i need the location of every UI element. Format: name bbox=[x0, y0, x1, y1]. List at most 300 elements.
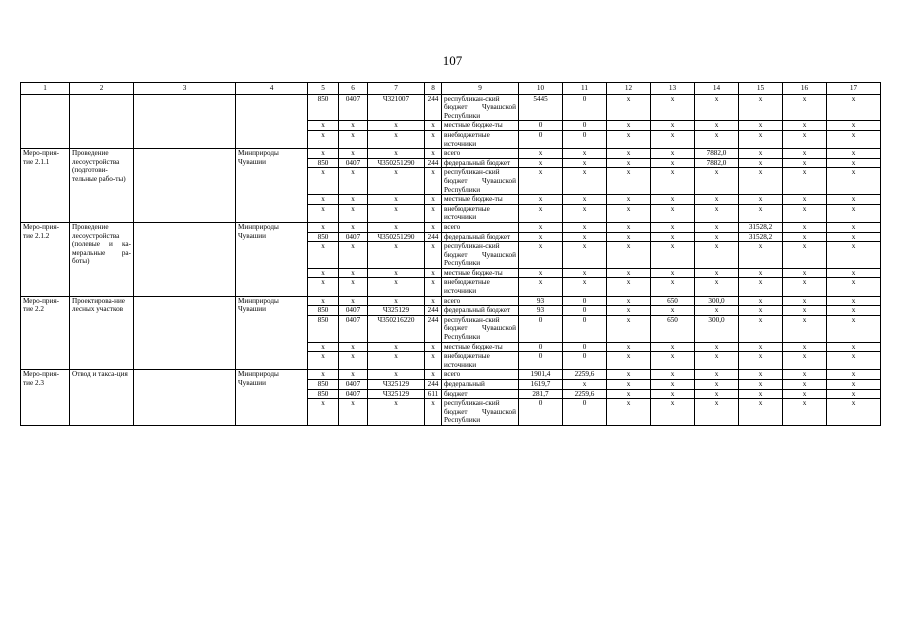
value-cell: x bbox=[651, 389, 695, 399]
value-cell: 1901,4 bbox=[519, 370, 563, 380]
value-cell: x bbox=[607, 204, 651, 222]
code-cell: x bbox=[339, 130, 368, 148]
value-cell: x bbox=[695, 389, 739, 399]
value-cell: 1619,7 bbox=[519, 380, 563, 390]
code-cell: x bbox=[308, 195, 339, 205]
value-cell: x bbox=[739, 121, 783, 131]
value-cell: 0 bbox=[563, 94, 607, 121]
value-cell: x bbox=[651, 399, 695, 426]
value-cell: x bbox=[607, 315, 651, 342]
value-cell: x bbox=[695, 121, 739, 131]
source-cell: федеральный бюджет bbox=[442, 158, 519, 168]
value-cell: x bbox=[607, 158, 651, 168]
code-cell: x bbox=[368, 342, 425, 352]
value-cell: x bbox=[739, 94, 783, 121]
value-cell: 0 bbox=[563, 121, 607, 131]
value-cell: x bbox=[783, 232, 827, 242]
code-cell: 244 bbox=[425, 306, 442, 316]
code-cell: x bbox=[308, 130, 339, 148]
code-cell: x bbox=[368, 222, 425, 232]
code-cell: 0407 bbox=[339, 94, 368, 121]
code-cell: x bbox=[425, 168, 442, 195]
value-cell: x bbox=[607, 121, 651, 131]
value-cell: x bbox=[739, 168, 783, 195]
empty-cell bbox=[134, 370, 236, 426]
code-cell: x bbox=[339, 296, 368, 306]
code-cell: x bbox=[425, 242, 442, 269]
value-cell: x bbox=[563, 242, 607, 269]
value-cell: x bbox=[783, 342, 827, 352]
code-cell: 850 bbox=[308, 232, 339, 242]
code-cell: x bbox=[425, 278, 442, 296]
measure-name-cell: Проектирова-ние лесных участков bbox=[70, 296, 134, 370]
value-cell: x bbox=[607, 296, 651, 306]
value-cell: x bbox=[695, 278, 739, 296]
value-cell: x bbox=[827, 149, 881, 159]
value-cell: 5445 bbox=[519, 94, 563, 121]
code-cell: x bbox=[425, 268, 442, 278]
value-cell: x bbox=[651, 232, 695, 242]
code-cell: x bbox=[339, 168, 368, 195]
code-cell: 244 bbox=[425, 94, 442, 121]
header-cell: 4 bbox=[236, 83, 308, 95]
code-cell: x bbox=[425, 195, 442, 205]
executor-cell: Минприроды Чувашии bbox=[236, 370, 308, 426]
code-cell: x bbox=[339, 399, 368, 426]
source-cell: федеральный bbox=[442, 380, 519, 390]
value-cell: x bbox=[827, 121, 881, 131]
code-cell: x bbox=[308, 370, 339, 380]
value-cell: x bbox=[739, 158, 783, 168]
code-cell: 0407 bbox=[339, 306, 368, 316]
value-cell: x bbox=[563, 195, 607, 205]
value-cell: x bbox=[739, 242, 783, 269]
value-cell: x bbox=[695, 370, 739, 380]
code-cell: x bbox=[339, 121, 368, 131]
code-cell: 850 bbox=[308, 306, 339, 316]
source-cell: бюджет bbox=[442, 389, 519, 399]
header-cell: 14 bbox=[695, 83, 739, 95]
value-cell: x bbox=[783, 121, 827, 131]
measure-name-cell: Отвод и такса-ция bbox=[70, 370, 134, 426]
value-cell: 300,0 bbox=[695, 296, 739, 306]
code-cell: x bbox=[339, 222, 368, 232]
value-cell: 0 bbox=[563, 296, 607, 306]
code-cell: x bbox=[339, 370, 368, 380]
value-cell: x bbox=[739, 195, 783, 205]
code-cell: x bbox=[368, 149, 425, 159]
value-cell: x bbox=[519, 232, 563, 242]
value-cell: x bbox=[563, 158, 607, 168]
value-cell: x bbox=[783, 399, 827, 426]
value-cell: x bbox=[519, 149, 563, 159]
code-cell: x bbox=[368, 204, 425, 222]
code-cell: x bbox=[339, 352, 368, 370]
code-cell: Ч321007 bbox=[368, 94, 425, 121]
value-cell: x bbox=[827, 94, 881, 121]
code-cell: x bbox=[308, 342, 339, 352]
value-cell: x bbox=[827, 296, 881, 306]
header-cell: 12 bbox=[607, 83, 651, 95]
value-cell: x bbox=[827, 168, 881, 195]
value-cell: x bbox=[607, 195, 651, 205]
value-cell: x bbox=[739, 352, 783, 370]
value-cell: x bbox=[695, 268, 739, 278]
source-cell: федеральный бюджет bbox=[442, 232, 519, 242]
value-cell: x bbox=[783, 195, 827, 205]
code-cell: x bbox=[425, 222, 442, 232]
code-cell: x bbox=[339, 195, 368, 205]
code-cell: Ч350216220 bbox=[368, 315, 425, 342]
value-cell: x bbox=[695, 222, 739, 232]
code-cell: Ч350251290 bbox=[368, 158, 425, 168]
value-cell: x bbox=[695, 168, 739, 195]
code-cell: x bbox=[308, 399, 339, 426]
value-cell: x bbox=[519, 195, 563, 205]
value-cell: x bbox=[695, 306, 739, 316]
value-cell: x bbox=[651, 380, 695, 390]
code-cell: 0407 bbox=[339, 389, 368, 399]
code-cell: 0407 bbox=[339, 380, 368, 390]
value-cell: x bbox=[695, 195, 739, 205]
code-cell: 850 bbox=[308, 94, 339, 121]
code-cell: x bbox=[339, 149, 368, 159]
value-cell: x bbox=[519, 222, 563, 232]
value-cell: x bbox=[607, 342, 651, 352]
value-cell: x bbox=[607, 94, 651, 121]
value-cell: x bbox=[695, 232, 739, 242]
value-cell: x bbox=[783, 296, 827, 306]
header-cell: 10 bbox=[519, 83, 563, 95]
value-cell: x bbox=[563, 204, 607, 222]
source-cell: внебюджетные источники bbox=[442, 204, 519, 222]
code-cell: x bbox=[308, 204, 339, 222]
value-cell: x bbox=[827, 342, 881, 352]
value-cell: 0 bbox=[519, 352, 563, 370]
value-cell: x bbox=[695, 399, 739, 426]
value-cell: 0 bbox=[563, 130, 607, 148]
measure-id-cell: Меро-прия-тие 2.1.1 bbox=[21, 149, 70, 223]
value-cell: x bbox=[607, 168, 651, 195]
value-cell: x bbox=[563, 268, 607, 278]
value-cell: x bbox=[783, 222, 827, 232]
value-cell: 93 bbox=[519, 296, 563, 306]
code-cell: x bbox=[308, 242, 339, 269]
value-cell: x bbox=[519, 168, 563, 195]
value-cell: x bbox=[607, 242, 651, 269]
header-cell: 5 bbox=[308, 83, 339, 95]
value-cell: 31528,2 bbox=[739, 232, 783, 242]
value-cell: x bbox=[695, 242, 739, 269]
value-cell: x bbox=[827, 268, 881, 278]
value-cell: 650 bbox=[651, 296, 695, 306]
source-cell: всего bbox=[442, 370, 519, 380]
value-cell: x bbox=[607, 399, 651, 426]
source-cell: внебюджетные источники bbox=[442, 130, 519, 148]
measure-name-cell: Проведение лесоустройства (полевые и ка-меральные ра-боты) bbox=[70, 222, 134, 296]
value-cell: x bbox=[651, 94, 695, 121]
value-cell: x bbox=[651, 158, 695, 168]
value-cell: x bbox=[563, 380, 607, 390]
value-cell: x bbox=[563, 222, 607, 232]
code-cell: x bbox=[368, 195, 425, 205]
value-cell: x bbox=[607, 149, 651, 159]
value-cell: x bbox=[783, 380, 827, 390]
header-cell: 3 bbox=[134, 83, 236, 95]
header-cell: 2 bbox=[70, 83, 134, 95]
code-cell: x bbox=[368, 168, 425, 195]
source-cell: внебюджетные источники bbox=[442, 352, 519, 370]
source-cell: республикан-ский бюджет Чувашской Республики bbox=[442, 168, 519, 195]
value-cell: x bbox=[607, 278, 651, 296]
code-cell: x bbox=[368, 352, 425, 370]
value-cell: x bbox=[519, 204, 563, 222]
value-cell: 281,7 bbox=[519, 389, 563, 399]
value-cell: x bbox=[607, 268, 651, 278]
value-cell: x bbox=[827, 130, 881, 148]
value-cell: x bbox=[783, 149, 827, 159]
value-cell: x bbox=[739, 149, 783, 159]
source-cell: республикан-ский бюджет Чувашской Республики bbox=[442, 94, 519, 121]
value-cell: 0 bbox=[563, 306, 607, 316]
executor-cell: Минприроды Чувашии bbox=[236, 149, 308, 223]
value-cell: x bbox=[783, 352, 827, 370]
table-row bbox=[21, 94, 881, 121]
value-cell: x bbox=[519, 268, 563, 278]
value-cell: 93 bbox=[519, 306, 563, 316]
code-cell: x bbox=[425, 130, 442, 148]
source-cell: всего bbox=[442, 296, 519, 306]
value-cell: x bbox=[607, 380, 651, 390]
value-cell: x bbox=[695, 352, 739, 370]
code-cell: x bbox=[425, 342, 442, 352]
value-cell: x bbox=[739, 306, 783, 316]
header-cell: 17 bbox=[827, 83, 881, 95]
value-cell: x bbox=[739, 389, 783, 399]
source-cell: местные бюдже-ты bbox=[442, 342, 519, 352]
value-cell: x bbox=[651, 222, 695, 232]
code-cell: x bbox=[308, 278, 339, 296]
code-cell: x bbox=[308, 352, 339, 370]
code-cell: x bbox=[308, 296, 339, 306]
executor-cell: Минприроды Чувашии bbox=[236, 222, 308, 296]
code-cell: x bbox=[308, 149, 339, 159]
value-cell: x bbox=[607, 232, 651, 242]
code-cell: 0407 bbox=[339, 315, 368, 342]
code-cell: x bbox=[339, 204, 368, 222]
value-cell: x bbox=[739, 342, 783, 352]
value-cell: x bbox=[607, 222, 651, 232]
value-cell: x bbox=[651, 204, 695, 222]
source-cell: местные бюдже-ты bbox=[442, 195, 519, 205]
value-cell: x bbox=[607, 306, 651, 316]
source-cell: местные бюдже-ты bbox=[442, 121, 519, 131]
code-cell: x bbox=[308, 268, 339, 278]
value-cell: 0 bbox=[563, 315, 607, 342]
code-cell: x bbox=[425, 204, 442, 222]
value-cell: x bbox=[827, 306, 881, 316]
header-cell: 8 bbox=[425, 83, 442, 95]
value-cell: x bbox=[739, 268, 783, 278]
value-cell: x bbox=[519, 242, 563, 269]
value-cell: 31528,2 bbox=[739, 222, 783, 232]
value-cell: x bbox=[651, 130, 695, 148]
value-cell: 0 bbox=[519, 399, 563, 426]
header-cell: 6 bbox=[339, 83, 368, 95]
code-cell: x bbox=[368, 268, 425, 278]
code-cell: 850 bbox=[308, 380, 339, 390]
value-cell: x bbox=[739, 130, 783, 148]
value-cell: x bbox=[519, 278, 563, 296]
value-cell: x bbox=[783, 306, 827, 316]
header-cell: 15 bbox=[739, 83, 783, 95]
code-cell: Ч325129 bbox=[368, 306, 425, 316]
source-cell: республикан-ский бюджет Чувашской Республики bbox=[442, 315, 519, 342]
code-cell: x bbox=[308, 168, 339, 195]
value-cell: x bbox=[739, 399, 783, 426]
value-cell: x bbox=[607, 130, 651, 148]
value-cell: 2259,6 bbox=[563, 370, 607, 380]
code-cell: x bbox=[368, 370, 425, 380]
value-cell: x bbox=[827, 352, 881, 370]
value-cell: x bbox=[783, 242, 827, 269]
value-cell: x bbox=[827, 204, 881, 222]
measure-name-cell: Проведение лесоустройства (подготови-тельные рабо-ты) bbox=[70, 149, 134, 223]
value-cell: x bbox=[783, 268, 827, 278]
value-cell: 7882,0 bbox=[695, 158, 739, 168]
value-cell: x bbox=[739, 370, 783, 380]
page-number: 107 bbox=[442, 53, 463, 68]
value-cell: x bbox=[783, 204, 827, 222]
value-cell: x bbox=[783, 278, 827, 296]
empty-cell bbox=[134, 222, 236, 296]
value-cell: x bbox=[695, 342, 739, 352]
value-cell: x bbox=[827, 195, 881, 205]
value-cell: 0 bbox=[563, 352, 607, 370]
code-cell: x bbox=[339, 278, 368, 296]
value-cell: x bbox=[739, 296, 783, 306]
value-cell: x bbox=[783, 130, 827, 148]
value-cell: x bbox=[827, 158, 881, 168]
code-cell: x bbox=[425, 121, 442, 131]
executor-cell: Минприроды Чувашии bbox=[236, 296, 308, 370]
value-cell: x bbox=[651, 352, 695, 370]
code-cell: 244 bbox=[425, 380, 442, 390]
header-cell: 11 bbox=[563, 83, 607, 95]
value-cell: x bbox=[827, 380, 881, 390]
value-cell: 0 bbox=[519, 342, 563, 352]
value-cell: x bbox=[827, 389, 881, 399]
code-cell: 0407 bbox=[339, 232, 368, 242]
value-cell: x bbox=[783, 158, 827, 168]
code-cell: x bbox=[368, 399, 425, 426]
code-cell: 244 bbox=[425, 232, 442, 242]
value-cell: x bbox=[651, 306, 695, 316]
value-cell: x bbox=[651, 278, 695, 296]
value-cell: x bbox=[827, 399, 881, 426]
header-cell: 13 bbox=[651, 83, 695, 95]
measure-id-cell: Меро-прия-тие 2.1.2 bbox=[21, 222, 70, 296]
table-row bbox=[21, 149, 881, 159]
value-cell: x bbox=[827, 278, 881, 296]
table-row bbox=[21, 370, 881, 380]
measure-id-cell: Меро-прия-тие 2.3 bbox=[21, 370, 70, 426]
code-cell: 850 bbox=[308, 389, 339, 399]
value-cell: x bbox=[607, 389, 651, 399]
value-cell: x bbox=[827, 370, 881, 380]
value-cell: x bbox=[563, 149, 607, 159]
code-cell: x bbox=[425, 352, 442, 370]
value-cell: x bbox=[651, 242, 695, 269]
value-cell: x bbox=[695, 130, 739, 148]
code-cell: 0407 bbox=[339, 158, 368, 168]
value-cell: 2259,6 bbox=[563, 389, 607, 399]
value-cell: x bbox=[695, 204, 739, 222]
value-cell: x bbox=[607, 370, 651, 380]
measure-name-cell bbox=[70, 94, 134, 149]
value-cell: x bbox=[783, 315, 827, 342]
code-cell: x bbox=[368, 278, 425, 296]
code-cell: x bbox=[368, 130, 425, 148]
value-cell: x bbox=[651, 342, 695, 352]
value-cell: x bbox=[651, 121, 695, 131]
code-cell: 244 bbox=[425, 315, 442, 342]
value-cell: x bbox=[519, 158, 563, 168]
value-cell: 0 bbox=[519, 315, 563, 342]
code-cell: x bbox=[425, 296, 442, 306]
value-cell: x bbox=[827, 222, 881, 232]
value-cell: 0 bbox=[519, 130, 563, 148]
code-cell: x bbox=[308, 222, 339, 232]
value-cell: x bbox=[739, 278, 783, 296]
code-cell: Ч325129 bbox=[368, 380, 425, 390]
value-cell: x bbox=[695, 380, 739, 390]
value-cell: x bbox=[563, 232, 607, 242]
source-cell: республикан-ский бюджет Чувашской Республики bbox=[442, 242, 519, 269]
value-cell: x bbox=[651, 268, 695, 278]
measure-id-cell bbox=[21, 94, 70, 149]
header-cell: 1 bbox=[21, 83, 70, 95]
value-cell: x bbox=[783, 389, 827, 399]
header-cell: 7 bbox=[368, 83, 425, 95]
value-cell: 7882,0 bbox=[695, 149, 739, 159]
code-cell: x bbox=[368, 296, 425, 306]
empty-cell bbox=[134, 149, 236, 223]
table-row bbox=[21, 296, 881, 306]
code-cell: Ч325129 bbox=[368, 389, 425, 399]
header-cell: 9 bbox=[442, 83, 519, 95]
value-cell: 0 bbox=[563, 399, 607, 426]
value-cell: x bbox=[783, 94, 827, 121]
value-cell: x bbox=[563, 278, 607, 296]
value-cell: x bbox=[827, 232, 881, 242]
empty-cell bbox=[134, 94, 236, 149]
source-cell: всего bbox=[442, 149, 519, 159]
value-cell: x bbox=[783, 168, 827, 195]
value-cell: x bbox=[783, 370, 827, 380]
source-cell: местные бюдже-ты bbox=[442, 268, 519, 278]
code-cell: x bbox=[368, 242, 425, 269]
value-cell: 300,0 bbox=[695, 315, 739, 342]
value-cell: x bbox=[563, 168, 607, 195]
value-cell: x bbox=[739, 204, 783, 222]
table-row bbox=[21, 222, 881, 232]
measure-id-cell: Меро-прия-тие 2.2 bbox=[21, 296, 70, 370]
budget-table bbox=[20, 82, 881, 426]
value-cell: 0 bbox=[563, 342, 607, 352]
code-cell: 850 bbox=[308, 158, 339, 168]
value-cell: x bbox=[739, 315, 783, 342]
